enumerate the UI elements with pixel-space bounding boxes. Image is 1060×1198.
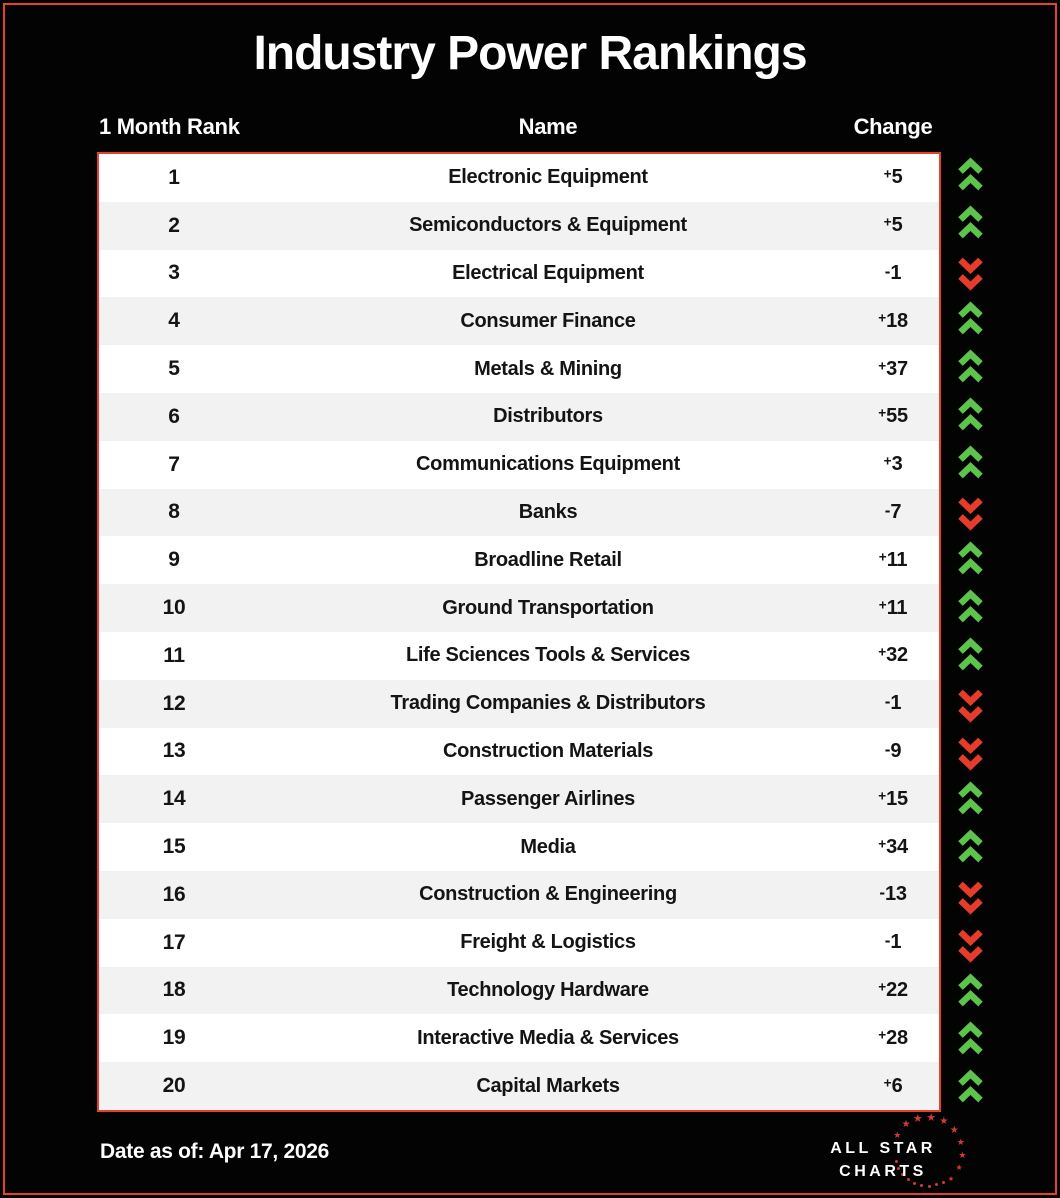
rank-up-arrow	[944, 776, 996, 824]
table-row	[99, 393, 939, 441]
change-sign: +	[878, 1027, 887, 1043]
double-chevron-up-icon	[957, 636, 984, 676]
double-chevron-up-icon	[957, 1068, 984, 1108]
change-cell: +5	[883, 166, 903, 189]
industry-name-cell: Construction Materials	[442, 739, 654, 762]
star-icon: ★	[893, 1130, 902, 1140]
change-cell: +3	[883, 453, 903, 476]
column-header-change: Change	[853, 114, 933, 139]
allstarcharts-logo	[800, 1112, 1010, 1196]
double-chevron-down-icon	[957, 924, 984, 964]
table-row	[99, 584, 939, 632]
change-cell: -1	[884, 692, 902, 715]
logo-line1: ALL STAR	[830, 1140, 936, 1157]
industry-name-cell: Freight & Logistics	[460, 931, 636, 954]
change-cell: +11	[878, 596, 908, 619]
rank-cell: 4	[168, 309, 180, 333]
double-chevron-down-icon	[957, 876, 984, 916]
table-row	[99, 919, 939, 967]
star-dot-icon	[935, 1183, 938, 1186]
industry-name-cell: Consumer Finance	[460, 309, 636, 332]
double-chevron-up-icon	[957, 348, 984, 388]
arrow-column	[944, 152, 996, 1112]
rank-cell: 15	[162, 835, 186, 859]
table-row	[99, 489, 939, 537]
star-icon: ★	[912, 1112, 923, 1125]
change-sign: -	[879, 883, 885, 903]
change-sign: +	[878, 644, 887, 660]
change-sign: +	[883, 214, 892, 230]
star-icon: ★	[901, 1119, 911, 1131]
industry-name-cell: Ground Transportation	[442, 596, 654, 619]
rankings-table	[97, 152, 941, 1112]
rank-up-arrow	[944, 584, 996, 632]
table-row	[99, 250, 939, 298]
change-sign: -	[884, 692, 891, 712]
rank-cell: 2	[168, 213, 180, 237]
logo-line2: CHARTS	[839, 1163, 927, 1180]
rank-up-arrow	[944, 200, 996, 248]
table-row	[99, 632, 939, 680]
change-sign: +	[878, 979, 887, 995]
change-cell: +18	[878, 309, 908, 332]
change-sign: -	[884, 739, 891, 759]
rank-cell: 16	[162, 882, 186, 906]
change-cell: +37	[878, 357, 908, 380]
industry-name-cell: Banks	[518, 500, 578, 523]
rank-cell: 20	[162, 1074, 186, 1098]
rank-up-arrow	[944, 968, 996, 1016]
rank-down-arrow	[944, 680, 996, 728]
industry-name-cell: Electronic Equipment	[448, 166, 648, 189]
industry-name-cell: Media	[520, 835, 576, 858]
industry-name-cell: Life Sciences Tools & Services	[405, 644, 691, 667]
industry-name-cell: Capital Markets	[476, 1074, 620, 1097]
table-row	[99, 202, 939, 250]
industry-name-cell: Passenger Airlines	[461, 787, 635, 810]
change-cell: +32	[878, 644, 908, 667]
change-cell: +34	[878, 835, 908, 858]
rank-up-arrow	[944, 1064, 996, 1112]
double-chevron-down-icon	[957, 252, 984, 292]
star-icon: ★	[956, 1136, 965, 1147]
industry-name-cell: Technology Hardware	[447, 978, 649, 1001]
rank-up-arrow	[944, 824, 996, 872]
table-row	[99, 1014, 939, 1062]
industry-name-cell: Construction & Engineering	[419, 883, 677, 906]
page-title: Industry Power Rankings	[253, 27, 807, 80]
table-row	[99, 345, 939, 393]
industry-name-cell: Interactive Media & Services	[417, 1026, 679, 1049]
change-sign: +	[878, 310, 887, 326]
rank-cell: 1	[168, 165, 180, 189]
rank-cell: 3	[168, 261, 180, 285]
table-row	[99, 441, 939, 489]
rank-cell: 14	[162, 787, 186, 811]
rank-cell: 17	[162, 930, 186, 954]
industry-name-cell: Communications Equipment	[416, 453, 680, 476]
rank-cell: 9	[168, 548, 180, 572]
table-row	[99, 775, 939, 823]
rank-down-arrow	[944, 488, 996, 536]
star-icon: ★	[926, 1111, 937, 1124]
change-sign: +	[878, 358, 887, 374]
change-cell: +5	[883, 214, 903, 237]
star-dot-icon	[920, 1184, 923, 1187]
table-row	[99, 871, 939, 919]
rank-cell: 12	[162, 691, 186, 715]
double-chevron-up-icon	[957, 588, 984, 628]
logo-text	[800, 1137, 966, 1183]
change-cell: +11	[878, 548, 908, 571]
industry-name-cell: Trading Companies & Distributors	[390, 692, 706, 715]
table-row	[99, 967, 939, 1015]
table-row	[99, 728, 939, 776]
double-chevron-down-icon	[957, 684, 984, 724]
rank-cell: 18	[162, 978, 186, 1002]
double-chevron-up-icon	[957, 444, 984, 484]
industry-name-cell: Electrical Equipment	[452, 261, 644, 284]
rank-cell: 8	[168, 500, 180, 524]
star-icon: ★	[949, 1124, 959, 1136]
double-chevron-down-icon	[957, 732, 984, 772]
rank-down-arrow	[944, 872, 996, 920]
table-row	[99, 297, 939, 345]
rank-up-arrow	[944, 392, 996, 440]
double-chevron-up-icon	[957, 204, 984, 244]
rank-up-arrow	[944, 296, 996, 344]
industry-name-cell: Broadline Retail	[474, 548, 622, 571]
table-row	[99, 680, 939, 728]
change-sign: +	[878, 836, 887, 852]
change-cell: -1	[884, 931, 902, 954]
table-row	[99, 1062, 939, 1110]
change-cell: -9	[884, 739, 902, 762]
rank-down-arrow	[944, 248, 996, 296]
double-chevron-down-icon	[957, 492, 984, 532]
table-row	[99, 154, 939, 202]
change-sign: -	[884, 261, 891, 281]
column-headers	[99, 114, 939, 140]
change-sign: +	[878, 405, 887, 421]
rank-up-arrow	[944, 152, 996, 200]
change-cell: +22	[878, 978, 908, 1001]
double-chevron-up-icon	[957, 972, 984, 1012]
rank-up-arrow	[944, 536, 996, 584]
rank-down-arrow	[944, 728, 996, 776]
change-cell: +55	[878, 405, 908, 428]
rank-cell: 6	[168, 404, 180, 428]
change-sign: +	[878, 597, 887, 613]
rank-cell: 19	[162, 1026, 186, 1050]
double-chevron-up-icon	[957, 156, 984, 196]
star-icon: ★	[947, 1175, 955, 1183]
rank-cell: 11	[163, 643, 185, 667]
star-icon: ★	[939, 1116, 949, 1128]
change-cell: +6	[883, 1074, 903, 1097]
star-dot-icon	[928, 1185, 931, 1188]
double-chevron-up-icon	[957, 396, 984, 436]
rank-cell: 10	[162, 596, 186, 620]
change-sign: -	[884, 931, 891, 951]
rank-cell: 13	[162, 739, 186, 763]
industry-name-cell: Semiconductors & Equipment	[409, 214, 687, 237]
star-icon: ★	[955, 1163, 963, 1173]
change-cell: -1	[884, 261, 902, 284]
rank-up-arrow	[944, 344, 996, 392]
rank-down-arrow	[944, 920, 996, 968]
double-chevron-up-icon	[957, 828, 984, 868]
rank-up-arrow	[944, 1016, 996, 1064]
table-row	[99, 823, 939, 871]
change-sign: +	[883, 1075, 892, 1091]
change-sign: -	[884, 500, 891, 520]
date-note: Date as of: Apr 17, 2026	[100, 1140, 329, 1163]
change-sign: +	[878, 549, 887, 565]
change-cell: -13	[879, 883, 907, 906]
double-chevron-up-icon	[957, 300, 984, 340]
column-header-rank: 1 Month Rank	[99, 114, 240, 139]
rank-up-arrow	[944, 632, 996, 680]
change-sign: +	[883, 453, 892, 469]
change-sign: +	[883, 166, 892, 182]
change-sign: +	[878, 788, 887, 804]
change-cell: +15	[878, 787, 908, 810]
column-header-name: Name	[518, 114, 578, 139]
table-row	[99, 536, 939, 584]
rank-cell: 5	[168, 357, 180, 381]
rank-up-arrow	[944, 440, 996, 488]
star-icon: ★	[958, 1149, 967, 1160]
industry-name-cell: Distributors	[493, 405, 603, 428]
change-cell: -7	[884, 500, 902, 523]
double-chevron-up-icon	[957, 1020, 984, 1060]
industry-name-cell: Metals & Mining	[474, 357, 622, 380]
rank-cell: 7	[168, 452, 180, 476]
change-cell: +28	[878, 1026, 908, 1049]
double-chevron-up-icon	[957, 780, 984, 820]
double-chevron-up-icon	[957, 540, 984, 580]
